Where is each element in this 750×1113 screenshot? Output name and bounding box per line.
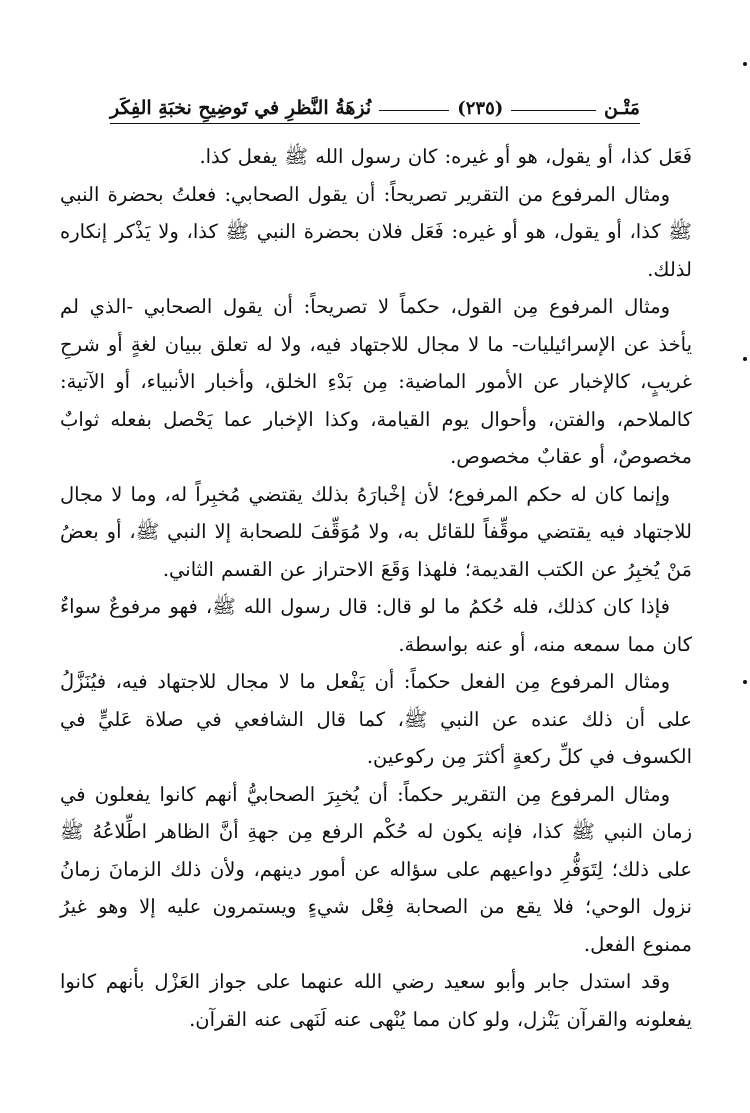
- main-text: [60, 138, 692, 1038]
- paragraph: ومثال المرفوع من التقرير تصريحاً: أن يقول الصحابي: فعلتُ بحضرة النبي ﷺ كذا، أو يقول، هو أو غيره: فَعَل فلان بحضرة النبي ﷺ كذا، ولا يَذْكر إنكاره لذلك.: [60, 182, 692, 281]
- scan-mark: [743, 62, 747, 66]
- paragraph: ومثال المرفوع مِن القول، حكماً لا تصريحاً: أن يقول الصحابي -الذي لم يأخذ عن الإسرائيليات- ما لا مجال للاجتهاد فيه، ولا له تعلق ببيان لغةٍ أو شرحِ غريبٍ، كالإخبار عن الأمور الماضية: مِن بَدْءِ الخلق، وأخبار الأنبياء، أو الآتية: كالملاحم، والفتن، وأحوال يوم القيامة، وكذا الإخبار عما يَحْصل بفعله ثوابٌ مخصوصٌ، أو عقابٌ مخصوص.: [60, 295, 692, 468]
- paragraph: ومثال المرفوع مِن التقرير حكماً: أن يُخبِرَ الصحابيُّ أنهم كانوا يفعلون في زمان النبي ﷺ كذا، فإنه يكون له حُكْم الرفع مِن جهةِ أنَّ الظاهر اطِّلاعُهُ ﷺ على ذلك؛ لِتَوَفُّرِ دواعيهم على سؤاله عن أمور دينهم، ولأن ذلك الزمانَ زمانُ نزول الوحي؛ فلا يقع من الصحابة فِعْل شيءٍ ويستمرون عليه إلا وهو غيرُ ممنوع الفعل.: [60, 782, 692, 956]
- paragraph: فإذا كان كذلك، فله حُكمُ ما لو قال: قال رسول الله ﷺ، فهو مرفوعٌ سواءٌ كان مما سمعه منه، أو عنه بواسطة.: [60, 595, 692, 656]
- page-number: (٢٣٥): [457, 98, 504, 119]
- section-label: مَتْـن: [604, 97, 640, 119]
- header-rule-left: [379, 110, 449, 111]
- paragraph: وقد استدل جابر وأبو سعيد رضي الله عنهما على جواز العَزْل بأنهم كانوا يفعلونه والقرآن يَنْزل، ولو كان مما يُنْهى عنه لَنَهى عنه القرآن.: [60, 970, 692, 1031]
- paragraph: فَعَل كذا، أو يقول، هو أو غيره: كان رسول الله ﷺ يفعل كذا.: [199, 145, 692, 168]
- scan-mark: [743, 357, 747, 361]
- running-header: [110, 84, 640, 124]
- paragraph: وإنما كان له حكم المرفوع؛ لأن إخْبارَهُ بذلك يقتضي مُخبِراً له، وما لا مجال للاجتهاد فيه يقتضي موقِّفاً للقائل به، ولا مُوَقِّفَ للصحابة إلا النبي ﷺ، أو بعضُ مَنْ يُخبِرُ عن الكتب القديمة؛ فلهذا وَقَعَ الاحتراز عن القسم الثاني.: [60, 482, 692, 581]
- scan-mark: [743, 680, 747, 684]
- book-title: نُزهَةُ النَّظرِ في تَوضِيحِ نخبَةِ الفِكَر: [110, 97, 372, 119]
- header-rule-right: [511, 110, 596, 111]
- paragraph: ومثال المرفوع مِن الفعل حكماً: أن يَفْعل ما لا مجال للاجتهاد فيه، فيُنَزَّلُ على أن ذلك عنده عن النبي ﷺ، كما قال الشافعي في صلاة عَليٍّ في الكسوف في كلِّ ركعةٍ أكثرَ مِن ركوعين.: [60, 670, 692, 768]
